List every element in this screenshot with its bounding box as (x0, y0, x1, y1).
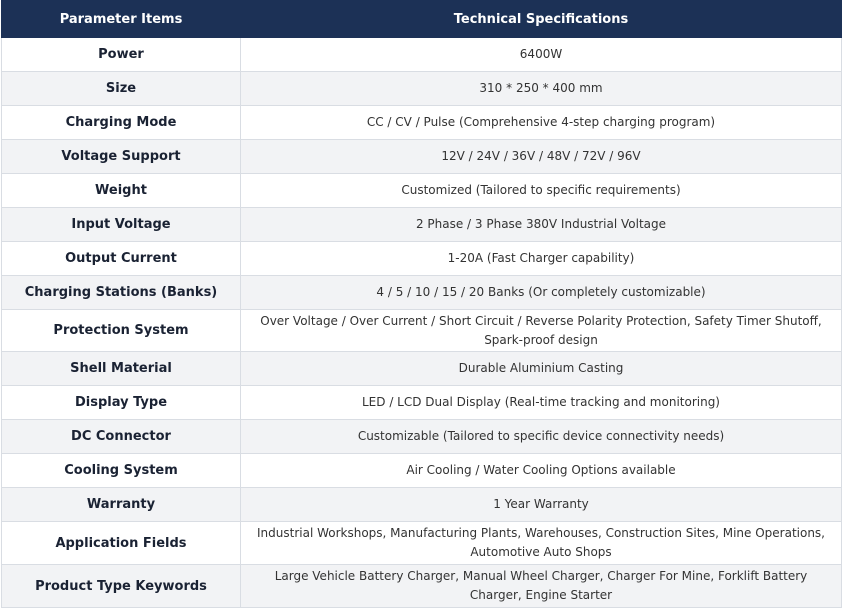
spec-cell: 2 Phase / 3 Phase 380V Industrial Voltage (241, 208, 842, 242)
spec-cell: CC / CV / Pulse (Comprehensive 4-step charging program) (241, 106, 842, 140)
spec-cell: Over Voltage / Over Current / Short Circuit / Reverse Polarity Protection, Safety Timer Shutoff, Spark-proof design (241, 310, 842, 352)
param-cell: Power (2, 38, 241, 72)
param-cell: Charging Mode (2, 106, 241, 140)
table-row (2, 276, 842, 310)
param-cell: Input Voltage (2, 208, 241, 242)
spec-cell: Durable Aluminium Casting (241, 352, 842, 386)
table-row (2, 386, 842, 420)
spec-cell: Customized (Tailored to specific requirements) (241, 174, 842, 208)
table-row (2, 420, 842, 454)
header-technical-specifications: Technical Specifications (241, 1, 842, 38)
table-row (2, 72, 842, 106)
table-row (2, 38, 842, 72)
table-row (2, 208, 842, 242)
table-row (2, 565, 842, 608)
table-header-row (2, 1, 842, 38)
param-cell: DC Connector (2, 420, 241, 454)
spec-cell: LED / LCD Dual Display (Real-time tracking and monitoring) (241, 386, 842, 420)
table-row (2, 242, 842, 276)
param-cell: Output Current (2, 242, 241, 276)
table-row (2, 310, 842, 352)
table-row (2, 488, 842, 522)
param-cell: Cooling System (2, 454, 241, 488)
spec-cell: Large Vehicle Battery Charger, Manual Wheel Charger, Charger For Mine, Forklift Battery Charger, Engine Starter (241, 565, 842, 608)
spec-cell: 1-20A (Fast Charger capability) (241, 242, 842, 276)
specifications-table (1, 0, 842, 608)
spec-cell: Industrial Workshops, Manufacturing Plants, Warehouses, Construction Sites, Mine Operations, Automotive Auto Shops (241, 522, 842, 565)
spec-cell: 6400W (241, 38, 842, 72)
table-row (2, 140, 842, 174)
table-row (2, 106, 842, 140)
param-cell: Size (2, 72, 241, 106)
header-parameter-items: Parameter Items (2, 1, 241, 38)
table-row (2, 454, 842, 488)
param-cell: Product Type Keywords (2, 565, 241, 608)
table-row (2, 352, 842, 386)
param-cell: Display Type (2, 386, 241, 420)
table-row (2, 522, 842, 565)
spec-cell: 4 / 5 / 10 / 15 / 20 Banks (Or completely customizable) (241, 276, 842, 310)
table-row (2, 174, 842, 208)
param-cell: Weight (2, 174, 241, 208)
spec-cell: 1 Year Warranty (241, 488, 842, 522)
spec-cell: 310 * 250 * 400 mm (241, 72, 842, 106)
param-cell: Charging Stations (Banks) (2, 276, 241, 310)
param-cell: Protection System (2, 310, 241, 352)
spec-cell: Air Cooling / Water Cooling Options available (241, 454, 842, 488)
param-cell: Voltage Support (2, 140, 241, 174)
param-cell: Warranty (2, 488, 241, 522)
spec-cell: Customizable (Tailored to specific device connectivity needs) (241, 420, 842, 454)
spec-cell: 12V / 24V / 36V / 48V / 72V / 96V (241, 140, 842, 174)
param-cell: Application Fields (2, 522, 241, 565)
param-cell: Shell Material (2, 352, 241, 386)
